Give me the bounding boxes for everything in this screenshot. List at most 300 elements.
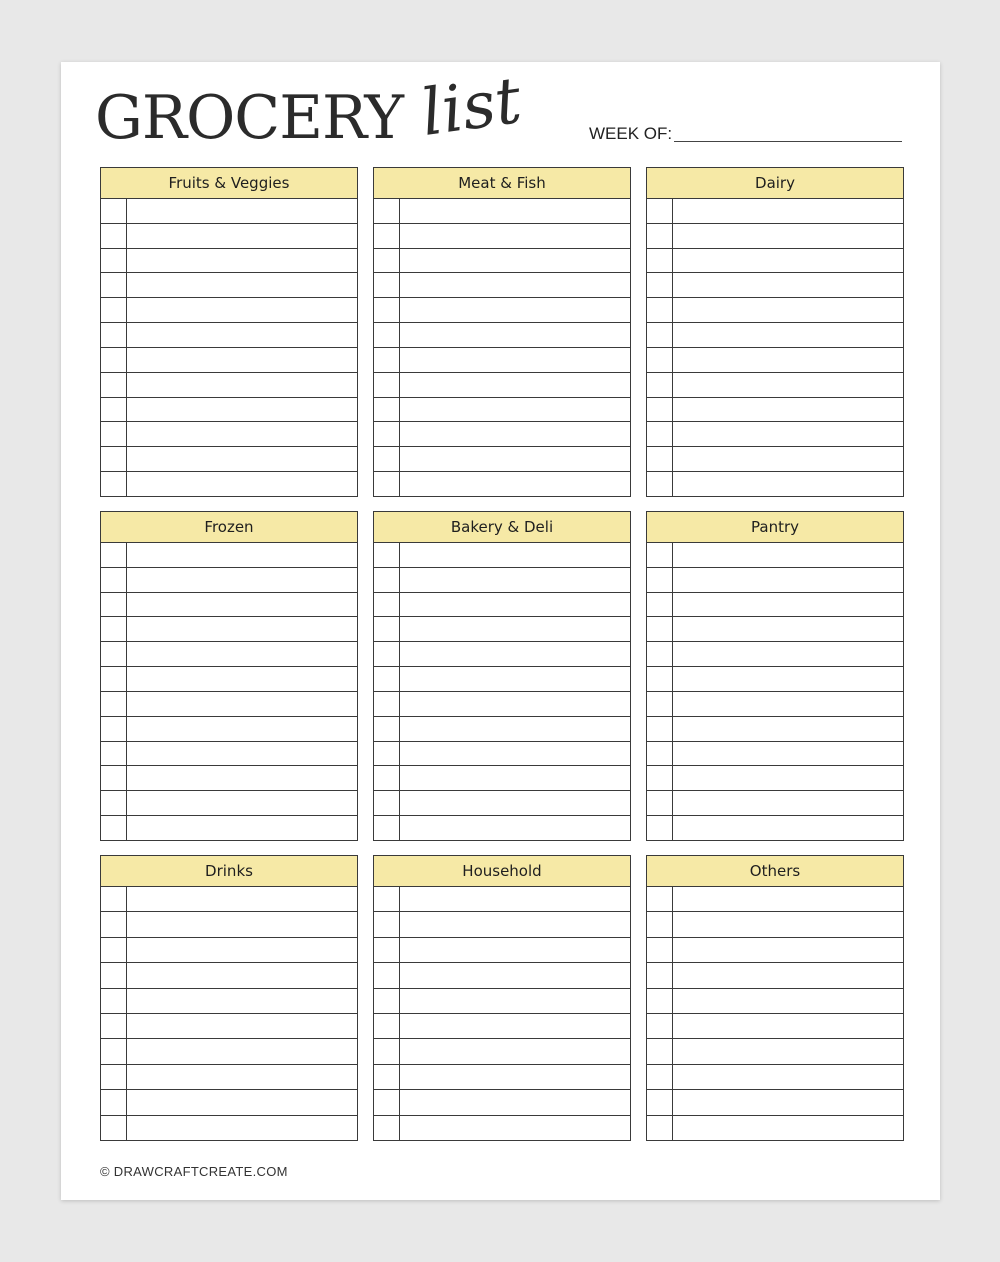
list-item xyxy=(374,989,630,1014)
checkbox[interactable] xyxy=(101,472,127,496)
item-rows xyxy=(101,887,357,1140)
checkbox[interactable] xyxy=(647,717,673,741)
checkbox[interactable] xyxy=(374,568,400,592)
checkbox[interactable] xyxy=(101,938,127,962)
list-item xyxy=(101,963,357,988)
item-write-line[interactable] xyxy=(127,766,357,790)
checkbox[interactable] xyxy=(374,249,400,273)
item-write-line[interactable] xyxy=(127,1065,357,1089)
item-write-line[interactable] xyxy=(127,348,357,372)
list-item xyxy=(647,568,903,593)
item-rows xyxy=(374,543,630,840)
category-box-bakery-deli xyxy=(373,511,631,841)
list-item xyxy=(101,717,357,742)
item-write-line[interactable] xyxy=(400,298,630,322)
list-item xyxy=(374,273,630,298)
item-write-line[interactable] xyxy=(127,938,357,962)
list-item xyxy=(101,692,357,717)
item-write-line[interactable] xyxy=(127,447,357,471)
list-item xyxy=(647,766,903,791)
list-item xyxy=(101,887,357,912)
list-item xyxy=(374,199,630,224)
checkbox[interactable] xyxy=(647,1039,673,1063)
list-item xyxy=(101,593,357,618)
checkbox[interactable] xyxy=(647,298,673,322)
list-item xyxy=(374,249,630,274)
list-item xyxy=(374,1065,630,1090)
item-write-line[interactable] xyxy=(400,717,630,741)
item-write-line[interactable] xyxy=(127,963,357,987)
list-item xyxy=(101,791,357,816)
checkbox[interactable] xyxy=(647,323,673,347)
checkbox[interactable] xyxy=(374,989,400,1013)
item-write-line[interactable] xyxy=(400,667,630,691)
list-item xyxy=(647,791,903,816)
checkbox[interactable] xyxy=(374,1039,400,1063)
list-item xyxy=(647,912,903,937)
list-item xyxy=(101,989,357,1014)
checkbox[interactable] xyxy=(374,742,400,766)
item-write-line[interactable] xyxy=(673,1090,903,1114)
item-write-line[interactable] xyxy=(400,398,630,422)
category-box-dairy xyxy=(646,167,904,497)
checkbox[interactable] xyxy=(101,717,127,741)
item-write-line[interactable] xyxy=(673,912,903,936)
checkbox[interactable] xyxy=(374,717,400,741)
item-write-line[interactable] xyxy=(127,422,357,446)
list-item xyxy=(374,568,630,593)
item-write-line[interactable] xyxy=(400,348,630,372)
item-write-line[interactable] xyxy=(400,742,630,766)
list-item xyxy=(647,1090,903,1115)
list-item xyxy=(374,912,630,937)
checkbox[interactable] xyxy=(374,617,400,641)
item-write-line[interactable] xyxy=(400,989,630,1013)
item-write-line[interactable] xyxy=(400,1065,630,1089)
checkbox[interactable] xyxy=(647,887,673,911)
checkbox[interactable] xyxy=(647,692,673,716)
list-item xyxy=(374,887,630,912)
item-rows xyxy=(101,199,357,496)
checkbox[interactable] xyxy=(374,938,400,962)
checkbox[interactable] xyxy=(647,742,673,766)
checkbox[interactable] xyxy=(101,989,127,1013)
item-write-line[interactable] xyxy=(673,963,903,987)
list-item xyxy=(647,422,903,447)
item-write-line[interactable] xyxy=(673,692,903,716)
list-item xyxy=(647,938,903,963)
item-write-line[interactable] xyxy=(673,348,903,372)
checkbox[interactable] xyxy=(647,912,673,936)
item-write-line[interactable] xyxy=(127,224,357,248)
item-write-line[interactable] xyxy=(673,593,903,617)
list-item xyxy=(647,543,903,568)
checkbox[interactable] xyxy=(374,422,400,446)
item-write-line[interactable] xyxy=(127,273,357,297)
item-write-line[interactable] xyxy=(127,373,357,397)
list-item xyxy=(647,447,903,472)
checkbox[interactable] xyxy=(101,593,127,617)
list-item xyxy=(101,543,357,568)
list-item xyxy=(101,1014,357,1039)
checkbox[interactable] xyxy=(374,816,400,840)
list-item xyxy=(374,692,630,717)
list-item xyxy=(647,398,903,423)
checkbox[interactable] xyxy=(374,298,400,322)
item-write-line[interactable] xyxy=(673,742,903,766)
list-item xyxy=(101,398,357,423)
checkbox[interactable] xyxy=(101,1090,127,1114)
item-write-line[interactable] xyxy=(673,422,903,446)
category-box-pantry xyxy=(646,511,904,841)
checkbox[interactable] xyxy=(647,398,673,422)
item-write-line[interactable] xyxy=(127,791,357,815)
item-write-line[interactable] xyxy=(127,989,357,1013)
checkbox[interactable] xyxy=(374,1090,400,1114)
checkbox[interactable] xyxy=(647,1116,673,1140)
list-item xyxy=(647,249,903,274)
checkbox[interactable] xyxy=(101,667,127,691)
list-item xyxy=(101,422,357,447)
list-item xyxy=(374,543,630,568)
item-write-line[interactable] xyxy=(673,816,903,840)
checkbox[interactable] xyxy=(647,791,673,815)
checkbox[interactable] xyxy=(647,1065,673,1089)
checkbox[interactable] xyxy=(101,273,127,297)
item-write-line[interactable] xyxy=(127,1090,357,1114)
item-write-line[interactable] xyxy=(127,887,357,911)
item-write-line[interactable] xyxy=(400,912,630,936)
item-write-line[interactable] xyxy=(400,593,630,617)
list-item xyxy=(647,1039,903,1064)
item-write-line[interactable] xyxy=(673,543,903,567)
list-item xyxy=(647,1116,903,1140)
list-item xyxy=(647,298,903,323)
list-item xyxy=(374,224,630,249)
item-write-line[interactable] xyxy=(127,1116,357,1140)
list-item xyxy=(647,199,903,224)
item-write-line[interactable] xyxy=(400,323,630,347)
item-write-line[interactable] xyxy=(673,298,903,322)
list-item xyxy=(374,373,630,398)
checkbox[interactable] xyxy=(374,323,400,347)
copyright-footer: © DRAWCRAFTCREATE.COM xyxy=(100,1164,288,1179)
list-item xyxy=(647,742,903,767)
category-box-household xyxy=(373,855,631,1141)
checkbox[interactable] xyxy=(647,1014,673,1038)
item-write-line[interactable] xyxy=(673,1014,903,1038)
item-write-line[interactable] xyxy=(127,543,357,567)
checkbox[interactable] xyxy=(647,642,673,666)
item-write-line[interactable] xyxy=(673,568,903,592)
item-write-line[interactable] xyxy=(127,298,357,322)
checkbox[interactable] xyxy=(374,766,400,790)
checkbox[interactable] xyxy=(647,617,673,641)
list-item xyxy=(101,766,357,791)
checkbox[interactable] xyxy=(647,989,673,1013)
item-write-line[interactable] xyxy=(400,791,630,815)
list-item xyxy=(101,249,357,274)
item-write-line[interactable] xyxy=(673,791,903,815)
checkbox[interactable] xyxy=(101,642,127,666)
list-item xyxy=(647,617,903,642)
checkbox[interactable] xyxy=(647,963,673,987)
category-header: Pantry xyxy=(647,512,903,543)
checkbox[interactable] xyxy=(101,224,127,248)
list-item xyxy=(374,593,630,618)
grocery-list-sheet xyxy=(61,62,940,1200)
item-write-line[interactable] xyxy=(127,667,357,691)
checkbox[interactable] xyxy=(101,692,127,716)
checkbox[interactable] xyxy=(647,667,673,691)
checkbox[interactable] xyxy=(101,816,127,840)
checkbox[interactable] xyxy=(374,472,400,496)
checkbox[interactable] xyxy=(101,348,127,372)
checkbox[interactable] xyxy=(647,447,673,471)
item-write-line[interactable] xyxy=(673,199,903,223)
checkbox[interactable] xyxy=(647,543,673,567)
checkbox[interactable] xyxy=(101,568,127,592)
checkbox[interactable] xyxy=(101,447,127,471)
checkbox[interactable] xyxy=(101,1116,127,1140)
checkbox[interactable] xyxy=(647,249,673,273)
checkbox[interactable] xyxy=(374,447,400,471)
item-write-line[interactable] xyxy=(400,199,630,223)
category-box-fruits-veggies xyxy=(100,167,358,497)
list-item xyxy=(374,1039,630,1064)
checkbox[interactable] xyxy=(101,249,127,273)
category-header: Drinks xyxy=(101,856,357,887)
item-write-line[interactable] xyxy=(127,472,357,496)
checkbox[interactable] xyxy=(101,398,127,422)
checkbox[interactable] xyxy=(101,199,127,223)
checkbox[interactable] xyxy=(647,568,673,592)
checkbox[interactable] xyxy=(374,543,400,567)
item-write-line[interactable] xyxy=(400,692,630,716)
item-write-line[interactable] xyxy=(400,1039,630,1063)
item-rows xyxy=(647,199,903,496)
item-write-line[interactable] xyxy=(673,323,903,347)
checkbox[interactable] xyxy=(374,887,400,911)
item-write-line[interactable] xyxy=(400,422,630,446)
checkbox[interactable] xyxy=(374,642,400,666)
item-write-line[interactable] xyxy=(400,1014,630,1038)
category-header: Frozen xyxy=(101,512,357,543)
list-item xyxy=(101,938,357,963)
checkbox[interactable] xyxy=(647,422,673,446)
item-write-line[interactable] xyxy=(400,816,630,840)
list-item xyxy=(647,373,903,398)
item-write-line[interactable] xyxy=(127,617,357,641)
item-write-line[interactable] xyxy=(127,398,357,422)
checkbox[interactable] xyxy=(101,887,127,911)
item-write-line[interactable] xyxy=(127,717,357,741)
checkbox[interactable] xyxy=(374,912,400,936)
list-item xyxy=(647,963,903,988)
item-write-line[interactable] xyxy=(127,742,357,766)
checkbox[interactable] xyxy=(374,224,400,248)
list-item xyxy=(101,1065,357,1090)
item-write-line[interactable] xyxy=(127,568,357,592)
item-write-line[interactable] xyxy=(400,543,630,567)
checkbox[interactable] xyxy=(374,373,400,397)
checkbox[interactable] xyxy=(101,323,127,347)
category-header: Fruits & Veggies xyxy=(101,168,357,199)
list-item xyxy=(647,887,903,912)
category-header: Household xyxy=(374,856,630,887)
list-item xyxy=(101,447,357,472)
list-item xyxy=(374,642,630,667)
item-write-line[interactable] xyxy=(400,273,630,297)
checkbox[interactable] xyxy=(374,398,400,422)
item-write-line[interactable] xyxy=(127,323,357,347)
list-item xyxy=(101,199,357,224)
item-write-line[interactable] xyxy=(673,398,903,422)
checkbox[interactable] xyxy=(101,1039,127,1063)
list-item xyxy=(647,273,903,298)
item-write-line[interactable] xyxy=(400,224,630,248)
list-item xyxy=(374,766,630,791)
item-rows xyxy=(647,543,903,840)
item-write-line[interactable] xyxy=(673,642,903,666)
checkbox[interactable] xyxy=(101,617,127,641)
checkbox[interactable] xyxy=(374,1014,400,1038)
category-box-frozen xyxy=(100,511,358,841)
item-write-line[interactable] xyxy=(673,887,903,911)
checkbox[interactable] xyxy=(101,791,127,815)
item-write-line[interactable] xyxy=(127,249,357,273)
item-write-line[interactable] xyxy=(127,199,357,223)
item-write-line[interactable] xyxy=(673,1116,903,1140)
checkbox[interactable] xyxy=(647,199,673,223)
checkbox[interactable] xyxy=(101,543,127,567)
list-item xyxy=(647,593,903,618)
list-item xyxy=(101,617,357,642)
list-item xyxy=(647,816,903,840)
checkbox[interactable] xyxy=(101,373,127,397)
list-item xyxy=(647,989,903,1014)
checkbox[interactable] xyxy=(374,593,400,617)
item-write-line[interactable] xyxy=(127,1014,357,1038)
checkbox[interactable] xyxy=(647,472,673,496)
list-item xyxy=(101,667,357,692)
checkbox[interactable] xyxy=(374,791,400,815)
item-write-line[interactable] xyxy=(400,472,630,496)
item-write-line[interactable] xyxy=(673,617,903,641)
checkbox[interactable] xyxy=(374,1116,400,1140)
checkbox[interactable] xyxy=(374,1065,400,1089)
item-write-line[interactable] xyxy=(400,642,630,666)
item-write-line[interactable] xyxy=(673,766,903,790)
list-item xyxy=(374,348,630,373)
item-write-line[interactable] xyxy=(127,1039,357,1063)
title-list-script: list xyxy=(416,63,526,151)
item-write-line[interactable] xyxy=(673,447,903,471)
list-item xyxy=(101,373,357,398)
item-write-line[interactable] xyxy=(400,938,630,962)
item-write-line[interactable] xyxy=(127,816,357,840)
week-of-field[interactable] xyxy=(674,141,902,142)
item-write-line[interactable] xyxy=(127,642,357,666)
item-write-line[interactable] xyxy=(400,887,630,911)
item-write-line[interactable] xyxy=(673,989,903,1013)
list-item xyxy=(101,568,357,593)
checkbox[interactable] xyxy=(647,816,673,840)
checkbox[interactable] xyxy=(647,1090,673,1114)
item-write-line[interactable] xyxy=(400,617,630,641)
item-write-line[interactable] xyxy=(673,717,903,741)
item-write-line[interactable] xyxy=(400,249,630,273)
item-write-line[interactable] xyxy=(673,224,903,248)
item-write-line[interactable] xyxy=(400,1116,630,1140)
checkbox[interactable] xyxy=(647,938,673,962)
item-write-line[interactable] xyxy=(400,963,630,987)
list-item xyxy=(101,323,357,348)
item-write-line[interactable] xyxy=(673,1039,903,1063)
checkbox[interactable] xyxy=(374,692,400,716)
item-write-line[interactable] xyxy=(673,373,903,397)
checkbox[interactable] xyxy=(374,667,400,691)
checkbox[interactable] xyxy=(647,593,673,617)
checkbox[interactable] xyxy=(101,1014,127,1038)
item-rows xyxy=(647,887,903,1140)
item-write-line[interactable] xyxy=(127,692,357,716)
checkbox[interactable] xyxy=(101,422,127,446)
item-write-line[interactable] xyxy=(400,568,630,592)
checkbox[interactable] xyxy=(374,963,400,987)
list-item xyxy=(647,348,903,373)
item-write-line[interactable] xyxy=(400,766,630,790)
checkbox[interactable] xyxy=(101,963,127,987)
item-write-line[interactable] xyxy=(400,373,630,397)
item-write-line[interactable] xyxy=(127,912,357,936)
checkbox[interactable] xyxy=(374,348,400,372)
checkbox[interactable] xyxy=(101,912,127,936)
list-item xyxy=(374,1090,630,1115)
item-write-line[interactable] xyxy=(400,1090,630,1114)
list-item xyxy=(101,1039,357,1064)
list-item xyxy=(101,1116,357,1140)
list-item xyxy=(101,816,357,840)
checkbox[interactable] xyxy=(101,298,127,322)
item-write-line[interactable] xyxy=(673,472,903,496)
item-write-line[interactable] xyxy=(673,1065,903,1089)
list-item xyxy=(374,447,630,472)
checkbox[interactable] xyxy=(101,1065,127,1089)
checkbox[interactable] xyxy=(101,742,127,766)
checkbox[interactable] xyxy=(374,199,400,223)
category-box-drinks xyxy=(100,855,358,1141)
item-write-line[interactable] xyxy=(673,249,903,273)
item-write-line[interactable] xyxy=(127,593,357,617)
item-write-line[interactable] xyxy=(673,273,903,297)
checkbox[interactable] xyxy=(647,373,673,397)
list-item xyxy=(374,963,630,988)
list-item xyxy=(374,791,630,816)
checkbox[interactable] xyxy=(374,273,400,297)
category-header: Bakery & Deli xyxy=(374,512,630,543)
checkbox[interactable] xyxy=(647,766,673,790)
checkbox[interactable] xyxy=(647,348,673,372)
list-item xyxy=(374,816,630,840)
checkbox[interactable] xyxy=(101,766,127,790)
item-write-line[interactable] xyxy=(673,938,903,962)
item-write-line[interactable] xyxy=(673,667,903,691)
list-item xyxy=(374,742,630,767)
checkbox[interactable] xyxy=(647,224,673,248)
item-write-line[interactable] xyxy=(400,447,630,471)
checkbox[interactable] xyxy=(647,273,673,297)
